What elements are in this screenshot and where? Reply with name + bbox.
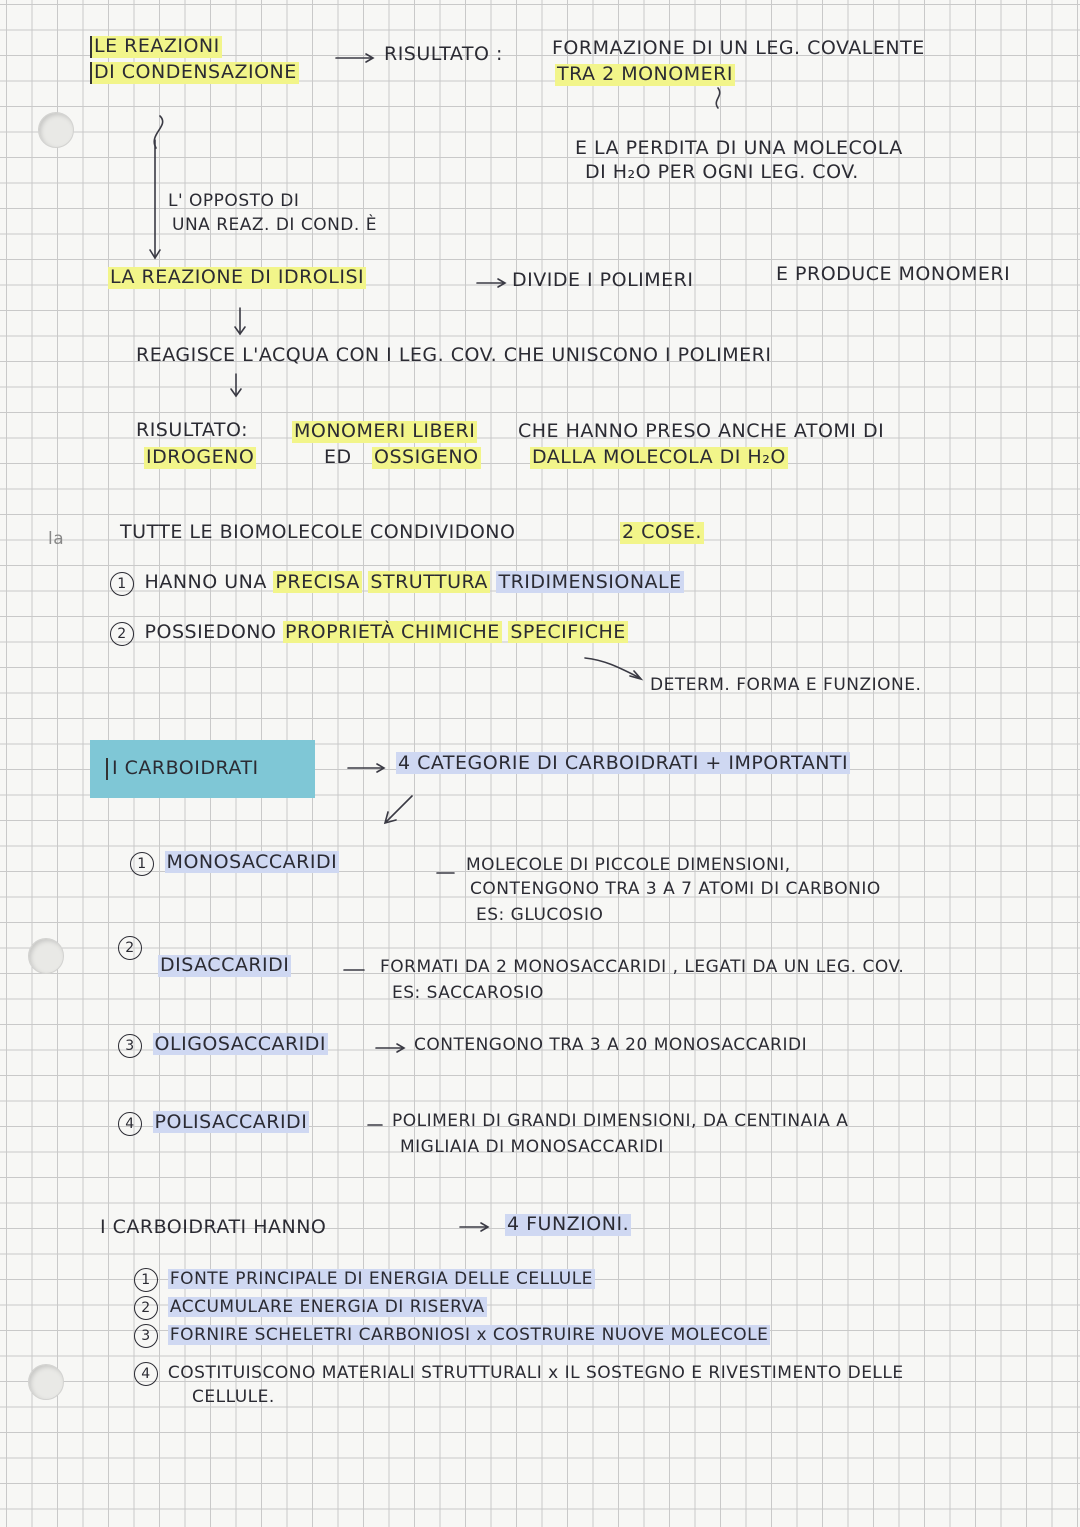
hydrolysis-result-rest: CHE HANNO PRESO ANCHE ATOMI DI — [518, 420, 885, 442]
carbs-type-3 — [118, 1034, 328, 1058]
item2-text-a: POSSIEDONO — [144, 621, 277, 643]
carbs-title: I CARBOIDRATI — [106, 758, 259, 780]
hydrolysis-result-highlight: MONOMERI LIBERI — [294, 420, 476, 442]
hydrolysis-title: LA REAZIONE DI IDROLISI — [110, 266, 365, 288]
type1-name: MONOSACCARIDI — [166, 851, 338, 873]
biomolecules-determ: DETERM. FORMA E FUNZIONE. — [650, 675, 922, 695]
hydrolysis-result-label: RISULTATO: — [136, 419, 249, 441]
type4-desc1: POLIMERI DI GRANDI DIMENSIONI, DA CENTINAIA A — [392, 1111, 849, 1131]
condensation-loss-line1: E LA PERDITA DI UNA MOLECOLA — [575, 137, 903, 159]
condensation-opposite-line2: UNA REAZ. DI COND. È — [172, 215, 377, 235]
functions-count: 4 FUNZIONI. — [507, 1213, 630, 1235]
type1-desc2: CONTENGONO TRA 3 A 7 ATOMI DI CARBONIO — [470, 879, 881, 899]
function4-text: COSTITUISCONO MATERIALI STRUTTURALI x IL SOSTEGNO E RIVESTIMENTO DELLE — [167, 1363, 904, 1383]
arrow-down-left-head — [385, 812, 396, 823]
type4-number: 4 — [118, 1112, 142, 1136]
type2-name: DISACCARIDI — [160, 954, 290, 976]
function4-text2: CELLULE. — [192, 1387, 275, 1407]
function-4 — [134, 1362, 904, 1386]
condensation-formation-line1: FORMAZIONE DI UN LEG. COVALENTE — [552, 37, 925, 59]
item1-text-a: HANNO UNA — [144, 571, 267, 593]
item1-number: 1 — [110, 572, 134, 596]
hydrolysis-divides: DIVIDE I POLIMERI — [512, 269, 694, 291]
type1-desc1: MOLECOLE DI PICCOLE DIMENSIONI, — [466, 855, 791, 875]
carbs-type-2 — [118, 936, 146, 960]
arrow-determ-head — [630, 671, 641, 679]
condensation-opposite-line1: L' OPPOSTO DI — [168, 191, 300, 211]
arrow-to-result-head — [366, 54, 373, 62]
item1-text-c: STRUTTURA — [370, 571, 488, 593]
arrow-to-categories-head — [377, 764, 384, 772]
function1-text: FONTE PRINCIPALE DI ENERGIA DELLE CELLULE — [169, 1269, 593, 1289]
condensation-title-line1: LE REAZIONI — [90, 36, 222, 58]
type4-name: POLISACCARIDI — [154, 1111, 308, 1133]
type3-number: 3 — [118, 1034, 142, 1058]
type1-number: 1 — [130, 852, 154, 876]
hydrolysis-produces: E PRODUCE MONOMERI — [776, 263, 1011, 285]
punch-hole-2 — [28, 938, 64, 974]
item1-text-d: TRIDIMENSIONALE — [498, 571, 682, 593]
biomolecules-item2 — [110, 622, 628, 646]
type2-number: 2 — [118, 936, 142, 960]
function-2 — [134, 1296, 487, 1320]
type3-desc1: CONTENGONO TRA 3 A 20 MONOSACCARIDI — [414, 1035, 808, 1055]
margin-mark: la — [48, 529, 65, 549]
type4-desc2: MIGLIAIA DI MONOSACCARIDI — [400, 1137, 664, 1157]
carbs-type-4 — [118, 1112, 309, 1136]
arrow-determ — [585, 658, 640, 678]
type2-desc2: ES: SACCAROSIO — [392, 983, 544, 1003]
function-1 — [134, 1268, 595, 1292]
item1-text-b: PRECISA — [275, 571, 360, 593]
squiggle-down-1 — [716, 88, 719, 108]
type2-desc1: FORMATI DA 2 MONOSACCARIDI , LEGATI DA UN LEG. COV. — [380, 957, 905, 977]
condensation-title-line2: DI CONDENSAZIONE — [90, 62, 299, 84]
function-3 — [134, 1324, 770, 1348]
arrow-oligo-head — [397, 1044, 404, 1052]
hydrolysis-and: ED — [324, 446, 352, 468]
arrow-down-react-head — [235, 327, 245, 334]
hydrolysis-reacts: REAGISCE L'ACQUA CON I LEG. COV. CHE UNISCONO I POLIMERI — [136, 344, 772, 366]
functions-intro: I CARBOIDRATI HANNO — [100, 1216, 327, 1238]
arrow-down-left — [386, 796, 412, 822]
function3-text: FORNIRE SCHELETRI CARBONIOSI x COSTRUIRE NUOVE MOLECOLE — [169, 1325, 769, 1345]
hydrolysis-hydrogen: IDROGENO — [146, 446, 255, 468]
function2-number: 2 — [134, 1296, 158, 1320]
type3-name: OLIGOSACCARIDI — [154, 1033, 327, 1055]
squiggle-left — [154, 116, 162, 148]
function2-text: ACCUMULARE ENERGIA DI RISERVA — [169, 1297, 485, 1317]
condensation-formation-line2: TRA 2 MONOMERI — [557, 63, 733, 85]
biomolecules-intro: TUTTE LE BIOMOLECOLE CONDIVIDONO — [120, 521, 516, 543]
function1-number: 1 — [134, 1268, 158, 1292]
biomolecules-item1 — [110, 572, 684, 596]
arrow-to-divide-head — [498, 279, 505, 287]
item2-number: 2 — [110, 622, 134, 646]
condensation-result-label: RISULTATO : — [384, 43, 503, 65]
hydrolysis-oxygen: OSSIGENO — [374, 446, 479, 468]
arrow-functions-head — [481, 1223, 488, 1231]
carbs-categories — [396, 753, 850, 775]
punch-hole-3 — [28, 1364, 64, 1400]
condensation-loss-line2: DI H₂O PER OGNI LEG. COV. — [585, 161, 859, 183]
arrow-down-result-head — [231, 389, 241, 396]
carbs-categories-text: 4 CATEGORIE DI CARBOIDRATI + IMPORTANTI — [398, 752, 849, 774]
punch-hole-1 — [38, 112, 74, 148]
carbs-type-1 — [130, 852, 339, 876]
item2-text-c: SPECIFICHE — [510, 621, 626, 643]
item2-text-b: PROPRIETÀ CHIMICHE — [285, 621, 500, 643]
function3-number: 3 — [134, 1324, 158, 1348]
function4-number: 4 — [134, 1362, 158, 1386]
type1-desc3: ES: GLUCOSIO — [476, 905, 604, 925]
biomolecules-two-things: 2 COSE. — [622, 521, 702, 543]
hydrolysis-from-water: DALLA MOLECOLA DI H₂O — [532, 446, 786, 468]
arrow-down-opposite-head — [150, 250, 160, 258]
